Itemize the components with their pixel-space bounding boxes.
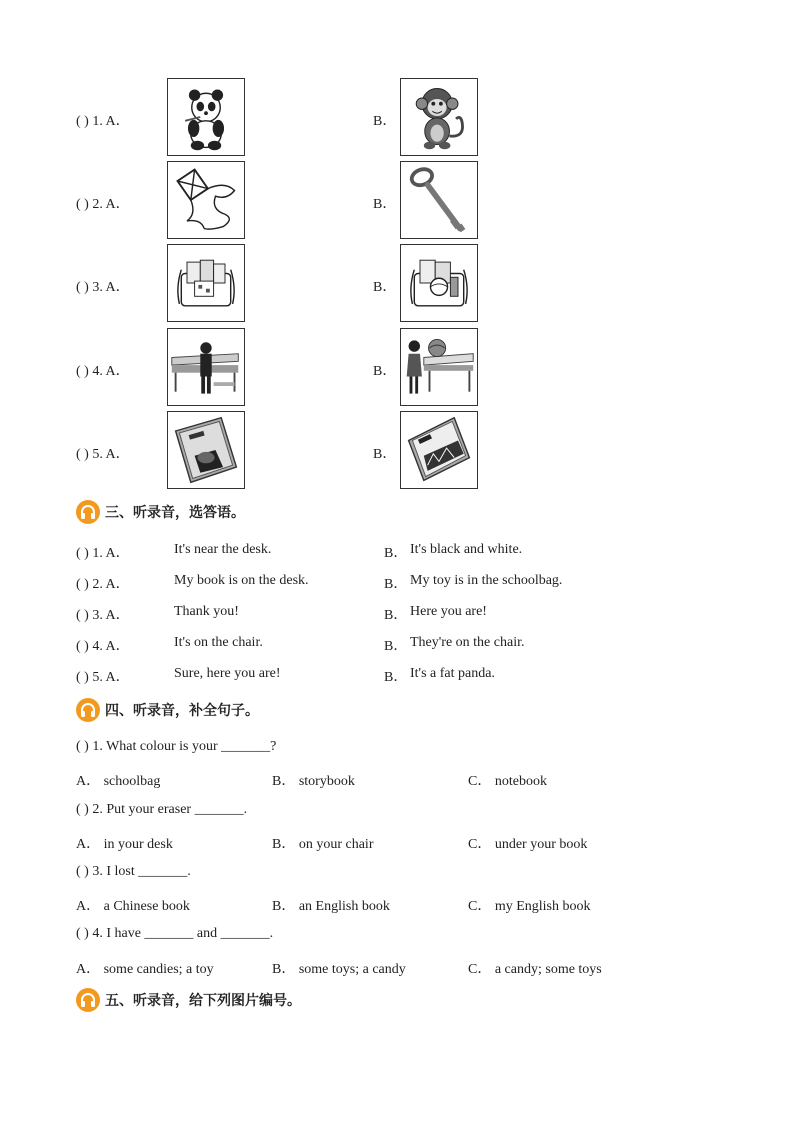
row-1-b-label: B． (373, 114, 397, 129)
s3-q2-a: My book is on the desk. (174, 573, 309, 588)
s3-q5-num: ( ) 5. A． (76, 670, 130, 685)
kite-icon (167, 161, 245, 239)
row-3-prefix: ( ) 3. A． (76, 280, 130, 295)
row-4-b-label: B． (373, 364, 397, 379)
row-3-b-label: B． (373, 280, 397, 295)
s4-q4-opt-c: C． a candy; some toys (468, 962, 602, 977)
s4-q2: ( ) 2. Put your eraser _______. (76, 802, 248, 817)
s4-q2-opt-c: C． under your book (468, 837, 588, 852)
row-5-b-label: B． (373, 447, 397, 462)
book-icon (167, 411, 245, 489)
row-4-prefix: ( ) 4. A． (76, 364, 130, 379)
s3-q3-b: Here you are! (410, 604, 487, 619)
s4-q3: ( ) 3. I lost _______. (76, 864, 191, 879)
s3-q5-b-label: B． (384, 670, 408, 685)
s3-q3-a: Thank you! (174, 604, 239, 619)
s3-q2-num: ( ) 2. A． (76, 577, 130, 592)
s3-q2-b-label: B． (384, 577, 408, 592)
s4-q4-opt-a: A． some candies; a toy (76, 962, 214, 977)
section-3-title: 三、听录音，选答语。 (105, 505, 245, 521)
row-5-prefix: ( ) 5. A． (76, 447, 130, 462)
headphones-icon (76, 988, 100, 1012)
panda-icon (167, 78, 245, 156)
s3-q1-b-label: B． (384, 546, 408, 561)
s3-q5-a: Sure, here you are! (174, 666, 281, 681)
storybook-icon (400, 411, 478, 489)
s3-q3-num: ( ) 3. A． (76, 608, 130, 623)
s4-q3-opt-c: C． my English book (468, 899, 591, 914)
s3-q1-num: ( ) 1. A． (76, 546, 130, 561)
row-2-b-label: B． (373, 197, 397, 212)
s4-q2-opt-a: A． in your desk (76, 837, 173, 852)
monkey-icon (400, 78, 478, 156)
s3-q4-num: ( ) 4. A． (76, 639, 130, 654)
s3-q4-a: It's on the chair. (174, 635, 263, 650)
headphones-icon (76, 500, 100, 524)
headphones-icon (76, 698, 100, 722)
schoolbag-books-icon (167, 244, 245, 322)
s4-q3-opt-b: B． an English book (272, 899, 390, 914)
s4-q1-opt-b: B． storybook (272, 774, 355, 789)
section-4-header (76, 698, 259, 722)
s4-q1-opt-a: A． schoolbag (76, 774, 161, 789)
s3-q1-a: It's near the desk. (174, 542, 272, 557)
s3-q4-b-label: B． (384, 639, 408, 654)
s4-q4-opt-b: B． some toys; a candy (272, 962, 406, 977)
s4-q3-opt-a: A． a Chinese book (76, 899, 190, 914)
s3-q1-b: It's black and white. (410, 542, 523, 557)
s4-q2-opt-b: B． on your chair (272, 837, 374, 852)
boy-at-desk-icon (167, 328, 245, 406)
row-2-prefix: ( ) 2. A． (76, 197, 130, 212)
s3-q4-b: They're on the chair. (410, 635, 525, 650)
section-3-header (76, 500, 245, 524)
s4-q4: ( ) 4. I have _______ and _______. (76, 926, 274, 941)
s4-q1-opt-c: C． notebook (468, 774, 547, 789)
section-5-title: 五、听录音，给下列图片编号。 (105, 993, 301, 1009)
s3-q3-b-label: B． (384, 608, 408, 623)
girl-at-desk-icon (400, 328, 478, 406)
row-1-prefix: ( ) 1. A． (76, 114, 130, 129)
schoolbag-ball-icon (400, 244, 478, 322)
s4-q1: ( ) 1. What colour is your _______? (76, 739, 277, 754)
section-4-title: 四、听录音，补全句子。 (105, 703, 259, 719)
key-icon (400, 161, 478, 239)
s3-q5-b: It's a fat panda. (410, 666, 495, 681)
section-5-header (76, 988, 301, 1012)
s3-q2-b: My toy is in the schoolbag. (410, 573, 563, 588)
